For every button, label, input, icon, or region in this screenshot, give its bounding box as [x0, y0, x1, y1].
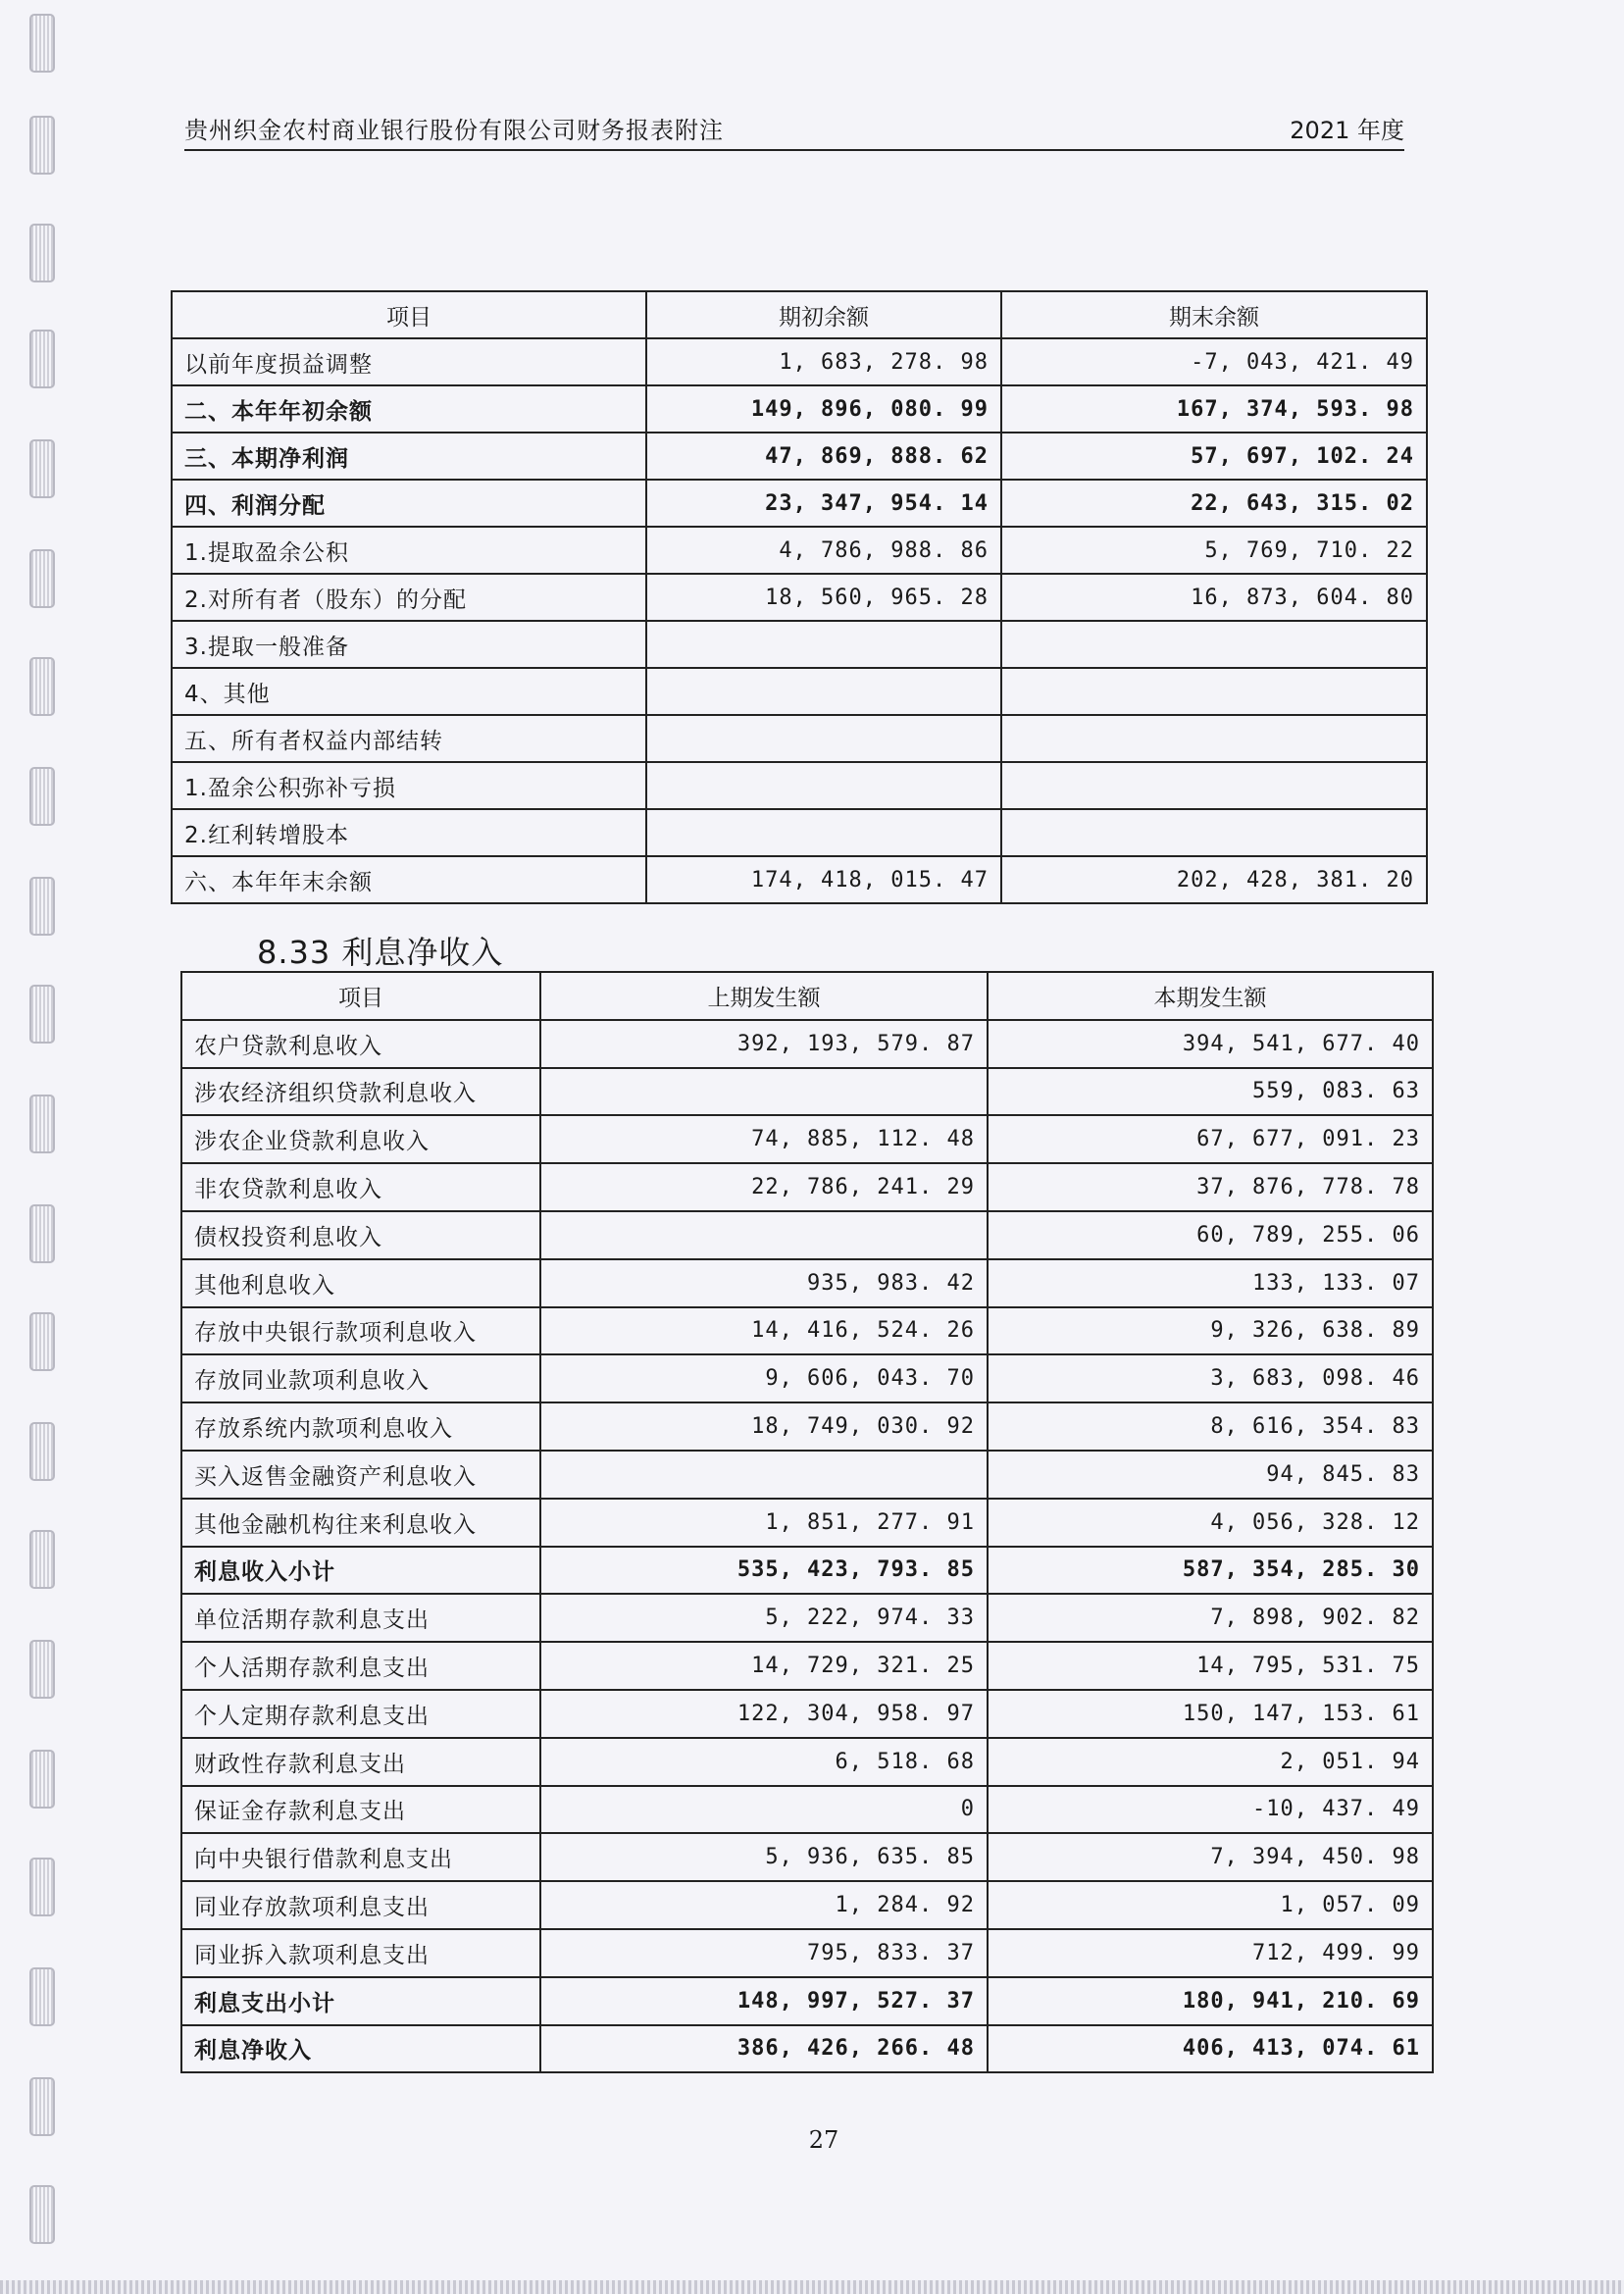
page-number: 27 [808, 2126, 839, 2154]
table-body [181, 1020, 1433, 2073]
cell-value: 22, 643, 315. 02 [1001, 480, 1427, 527]
table-row [172, 856, 1427, 903]
cell-value: 18, 560, 965. 28 [646, 574, 1001, 621]
cell-value: 587, 354, 285. 30 [988, 1547, 1433, 1595]
row-label: 债权投资利息收入 [181, 1211, 540, 1259]
row-label: 涉农企业贷款利息收入 [181, 1115, 540, 1163]
table-row [172, 574, 1427, 621]
cell-value: 23, 347, 954. 14 [646, 480, 1001, 527]
column-header: 期末余额 [1001, 291, 1427, 338]
binding-hole [29, 1422, 55, 1481]
column-header: 项目 [172, 291, 646, 338]
table-row [181, 1881, 1433, 1929]
cell-value: 67, 677, 091. 23 [988, 1115, 1433, 1163]
table-row [181, 1786, 1433, 1834]
cell-value: 180, 941, 210. 69 [988, 1977, 1433, 2025]
cell-value [1001, 621, 1427, 668]
binding-hole [29, 1095, 55, 1153]
cell-value: 712, 499. 99 [988, 1929, 1433, 1977]
cell-value: 94, 845. 83 [988, 1451, 1433, 1499]
cell-value: 8, 616, 354. 83 [988, 1402, 1433, 1451]
cell-value: 935, 983. 42 [540, 1259, 988, 1307]
row-label: 存放系统内款项利息收入 [181, 1402, 540, 1451]
row-label: 农户贷款利息收入 [181, 1020, 540, 1068]
table-row [181, 1115, 1433, 1163]
equity-changes-table [171, 290, 1428, 904]
row-label: 三、本期净利润 [172, 433, 646, 480]
table-row [181, 1354, 1433, 1402]
row-label: 同业拆入款项利息支出 [181, 1929, 540, 1977]
cell-value [646, 809, 1001, 856]
cell-value: 47, 869, 888. 62 [646, 433, 1001, 480]
cell-value: 9, 326, 638. 89 [988, 1307, 1433, 1355]
cell-value [646, 715, 1001, 762]
cell-value: 394, 541, 677. 40 [988, 1020, 1433, 1068]
cell-value: 60, 789, 255. 06 [988, 1211, 1433, 1259]
table-row [172, 668, 1427, 715]
cell-value: 1, 851, 277. 91 [540, 1499, 988, 1547]
cell-value [540, 1068, 988, 1116]
cell-value: 22, 786, 241. 29 [540, 1163, 988, 1211]
row-label: 1.盈余公积弥补亏损 [172, 762, 646, 809]
cell-value: 148, 997, 527. 37 [540, 1977, 988, 2025]
cell-value [1001, 715, 1427, 762]
table-body [172, 338, 1427, 903]
binding-strip [25, 0, 59, 2294]
table-row [172, 527, 1427, 574]
cell-value: 7, 898, 902. 82 [988, 1594, 1433, 1642]
cell-value: 7, 394, 450. 98 [988, 1833, 1433, 1881]
binding-hole [29, 657, 55, 716]
cell-value [646, 668, 1001, 715]
binding-hole [29, 1967, 55, 2026]
column-header: 期初余额 [646, 291, 1001, 338]
table-row [181, 1833, 1433, 1881]
cell-value: 795, 833. 37 [540, 1929, 988, 1977]
report-year: 2021 年度 [1290, 117, 1404, 144]
cell-value [1001, 809, 1427, 856]
binding-hole [29, 985, 55, 1044]
cell-value [646, 762, 1001, 809]
binding-hole [29, 1858, 55, 1916]
table-row [181, 1738, 1433, 1786]
cell-value: 174, 418, 015. 47 [646, 856, 1001, 903]
binding-hole [29, 224, 55, 282]
row-label: 非农贷款利息收入 [181, 1163, 540, 1211]
row-label: 五、所有者权益内部结转 [172, 715, 646, 762]
table-row [181, 1547, 1433, 1595]
cell-value: 1, 057. 09 [988, 1881, 1433, 1929]
table-row [181, 1068, 1433, 1116]
row-label: 利息净收入 [181, 2025, 540, 2073]
report-title: 贵州织金农村商业银行股份有限公司财务报表附注 [184, 117, 724, 144]
cell-value: 4, 786, 988. 86 [646, 527, 1001, 574]
cell-value: 5, 769, 710. 22 [1001, 527, 1427, 574]
cell-value [1001, 668, 1427, 715]
cell-value: 386, 426, 266. 48 [540, 2025, 988, 2073]
cell-value: 559, 083. 63 [988, 1068, 1433, 1116]
table-row [181, 1163, 1433, 1211]
cell-value: 149, 896, 080. 99 [646, 385, 1001, 433]
cell-value: 167, 374, 593. 98 [1001, 385, 1427, 433]
table-row [181, 1020, 1433, 1068]
table-row [181, 1451, 1433, 1499]
table-row [172, 715, 1427, 762]
table-header-row [172, 291, 1427, 338]
table-header-row [181, 972, 1433, 1020]
column-header: 上期发生额 [540, 972, 988, 1020]
row-label: 涉农经济组织贷款利息收入 [181, 1068, 540, 1116]
cell-value [646, 621, 1001, 668]
row-label: 2.对所有者（股东）的分配 [172, 574, 646, 621]
row-label: 存放中央银行款项利息收入 [181, 1307, 540, 1355]
row-label: 1.提取盈余公积 [172, 527, 646, 574]
binding-hole [29, 439, 55, 498]
table-row [172, 480, 1427, 527]
table-row [181, 1594, 1433, 1642]
cell-value [1001, 762, 1427, 809]
column-header: 本期发生额 [988, 972, 1433, 1020]
cell-value: 14, 795, 531. 75 [988, 1642, 1433, 1690]
row-label: 保证金存款利息支出 [181, 1786, 540, 1834]
row-label: 存放同业款项利息收入 [181, 1354, 540, 1402]
table-row [172, 809, 1427, 856]
cell-value: 392, 193, 579. 87 [540, 1020, 988, 1068]
table-row [172, 385, 1427, 433]
row-label: 向中央银行借款利息支出 [181, 1833, 540, 1881]
cell-value: -7, 043, 421. 49 [1001, 338, 1427, 385]
cell-value: 14, 416, 524. 26 [540, 1307, 988, 1355]
table-row [172, 762, 1427, 809]
table-row [181, 1690, 1433, 1738]
cell-value: 202, 428, 381. 20 [1001, 856, 1427, 903]
cell-value: 122, 304, 958. 97 [540, 1690, 988, 1738]
cell-value [540, 1211, 988, 1259]
cell-value: 5, 222, 974. 33 [540, 1594, 988, 1642]
cell-value: 1, 284. 92 [540, 1881, 988, 1929]
binding-hole [29, 14, 55, 73]
cell-value [540, 1451, 988, 1499]
row-label: 单位活期存款利息支出 [181, 1594, 540, 1642]
binding-hole [29, 877, 55, 936]
cell-value: 406, 413, 074. 61 [988, 2025, 1433, 2073]
binding-hole [29, 1312, 55, 1371]
cell-value: 1, 683, 278. 98 [646, 338, 1001, 385]
binding-hole [29, 1204, 55, 1263]
cell-value: 14, 729, 321. 25 [540, 1642, 988, 1690]
row-label: 2.红利转增股本 [172, 809, 646, 856]
row-label: 其他金融机构往来利息收入 [181, 1499, 540, 1547]
column-header: 项目 [181, 972, 540, 1020]
section-title: 8.33 利息净收入 [257, 934, 504, 971]
cell-value: 535, 423, 793. 85 [540, 1547, 988, 1595]
table-row [181, 1499, 1433, 1547]
cell-value: 74, 885, 112. 48 [540, 1115, 988, 1163]
row-label: 财政性存款利息支出 [181, 1738, 540, 1786]
cell-value: 4, 056, 328. 12 [988, 1499, 1433, 1547]
table-row [181, 1259, 1433, 1307]
row-label: 利息收入小计 [181, 1547, 540, 1595]
row-label: 个人活期存款利息支出 [181, 1642, 540, 1690]
table-row [181, 1307, 1433, 1355]
row-label: 六、本年年末余额 [172, 856, 646, 903]
row-label: 个人定期存款利息支出 [181, 1690, 540, 1738]
cell-value: 6, 518. 68 [540, 1738, 988, 1786]
cell-value: 37, 876, 778. 78 [988, 1163, 1433, 1211]
table-row [172, 621, 1427, 668]
cell-value: 57, 697, 102. 24 [1001, 433, 1427, 480]
binding-hole [29, 330, 55, 388]
table-row [181, 1402, 1433, 1451]
binding-hole [29, 1640, 55, 1699]
cell-value: 3, 683, 098. 46 [988, 1354, 1433, 1402]
binding-hole [29, 549, 55, 608]
row-label: 4、其他 [172, 668, 646, 715]
table-row [172, 338, 1427, 385]
table-row [172, 433, 1427, 480]
binding-hole [29, 767, 55, 826]
binding-hole [29, 1530, 55, 1589]
cell-value: 5, 936, 635. 85 [540, 1833, 988, 1881]
cell-value: 2, 051. 94 [988, 1738, 1433, 1786]
row-label: 四、利润分配 [172, 480, 646, 527]
net-interest-income-table [180, 971, 1434, 2073]
row-label: 其他利息收入 [181, 1259, 540, 1307]
cell-value: 18, 749, 030. 92 [540, 1402, 988, 1451]
cell-value: 133, 133. 07 [988, 1259, 1433, 1307]
cell-value: 9, 606, 043. 70 [540, 1354, 988, 1402]
cell-value: 150, 147, 153. 61 [988, 1690, 1433, 1738]
row-label: 二、本年年初余额 [172, 385, 646, 433]
table-row [181, 2025, 1433, 2073]
table-row [181, 1977, 1433, 2025]
row-label: 同业存放款项利息支出 [181, 1881, 540, 1929]
row-label: 利息支出小计 [181, 1977, 540, 2025]
page-header [184, 110, 1404, 151]
row-label: 买入返售金融资产利息收入 [181, 1451, 540, 1499]
binding-hole [29, 1750, 55, 1809]
cell-value: -10, 437. 49 [988, 1786, 1433, 1834]
binding-hole [29, 116, 55, 175]
table-row [181, 1211, 1433, 1259]
page-bottom-edge [0, 2280, 1624, 2294]
row-label: 以前年度损益调整 [172, 338, 646, 385]
table-row [181, 1642, 1433, 1690]
cell-value: 16, 873, 604. 80 [1001, 574, 1427, 621]
cell-value: 0 [540, 1786, 988, 1834]
binding-hole [29, 2185, 55, 2244]
row-label: 3.提取一般准备 [172, 621, 646, 668]
table-row [181, 1929, 1433, 1977]
